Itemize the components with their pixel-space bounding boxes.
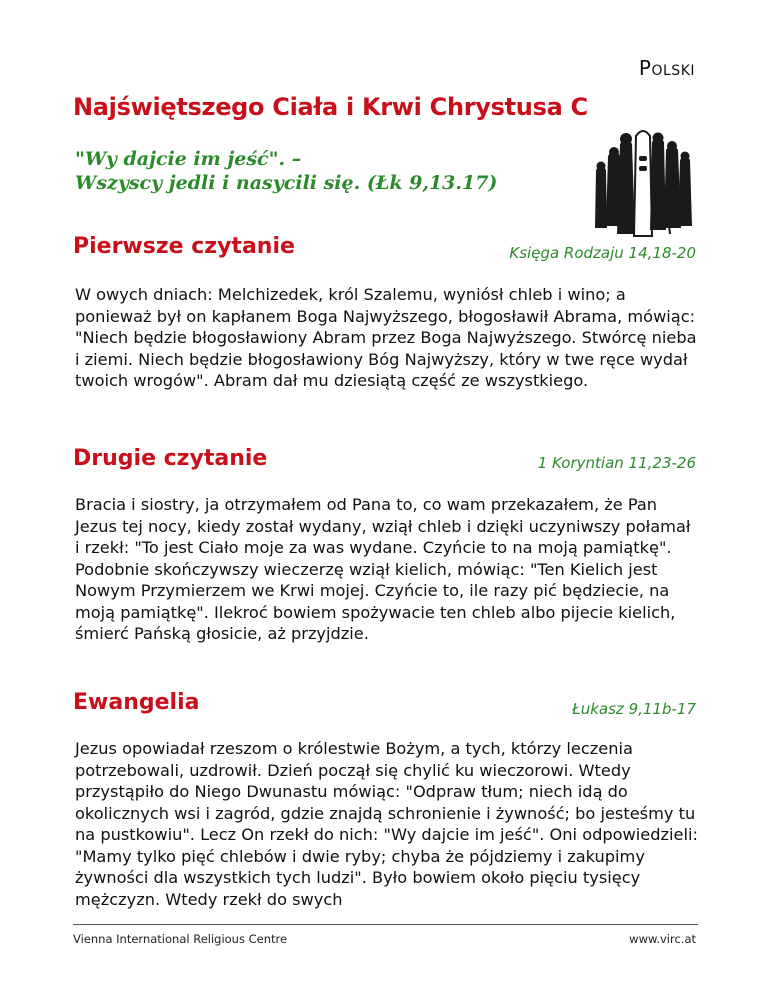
page-title: Najświętszego Ciała i Krwi Chrystusa C	[73, 93, 588, 121]
first-reading-text: W owych dniach: Melchizedek, król Szalemu, wyniósł chleb i wino; a ponieważ był on kapłanem Boga Najwyższego, błogosławił Abrama, mówiąc: "Niech będzie błogosławiony Abram przez Boga Najwyższego. Stwórcę nieba i ziemi. Niech będzie błogosławiony Bóg Najwyższy, który w twe ręce wydał twoich wrogów". Abram dał mu dziesiątą część ze wszystkiego.	[75, 285, 697, 390]
second-reading-text: Bracia i siostry, ja otrzymałem od Pana to, co wam przekazałem, że Pan Jezus tej nocy, kiedy został wydany, wziął chleb i dzięki uczyniwszy połamał i rzekł: "To jest Ciało moje za was wydane. Czyńcie to na moją pamiątkę". Podobnie skończywszy wieczerzę wziął kielich, mówiąc: "Ten Kielich jest Nowym Przymierzem we Krwi mojej. Czyńcie to, ile razy pić będziecie, na moją pamiątkę". Ilekroć bowiem spożywacie ten chleb albo pijecie kielich, śmierć Pańską głosicie, aż przyjdzie.	[75, 495, 691, 643]
second-reading-heading: Drugie czytanie	[73, 446, 268, 471]
gospel-heading: Ewangelia	[73, 690, 200, 715]
language-label: Polski	[638, 56, 695, 80]
crowd-with-bread-and-wheat-illustration	[590, 126, 700, 244]
gospel-reference: Łukasz 9,11b-17	[572, 700, 696, 718]
motto-line-2: Wszyscy jedli i nasycili się. (Łk 9,13.17)	[75, 172, 498, 194]
first-reading-reference: Księga Rodzaju 14,18-20	[509, 244, 696, 262]
first-reading-heading: Pierwsze czytanie	[73, 234, 295, 259]
motto	[75, 147, 497, 195]
footer-organization: Vienna International Religious Centre	[73, 932, 288, 946]
footer-website[interactable]: www.virc.at	[629, 932, 696, 946]
motto-line-1: "Wy dajcie im jeść". –	[75, 148, 302, 170]
second-reading-reference: 1 Koryntian 11,23-26	[537, 454, 696, 472]
gospel-text: Jezus opowiadał rzeszom o królestwie Bożym, a tych, którzy leczenia potrzebowali, uzdrowił. Dzień począł się chylić ku wieczorowi. Wtedy przystąpiło do Niego Dwunastu mówiąc: "Odpraw tłum; niech idą do okolicznych wsi i zagród, gdzie znajdą schronienie i żywność; bo jesteśmy tu na pustkowiu". Lecz On rzekł do nich: "Wy dajcie im jeść". Oni odpowiedzieli: "Mamy tylko pięć chlebów i dwie ryby; chyba że pójdziemy i zakupimy żywności dla wszystkich tych ludzi". Było bowiem około pięciu tysięcy mężczyzn. Wtedy rzekł do swych	[75, 739, 698, 909]
footer-divider	[73, 924, 698, 925]
